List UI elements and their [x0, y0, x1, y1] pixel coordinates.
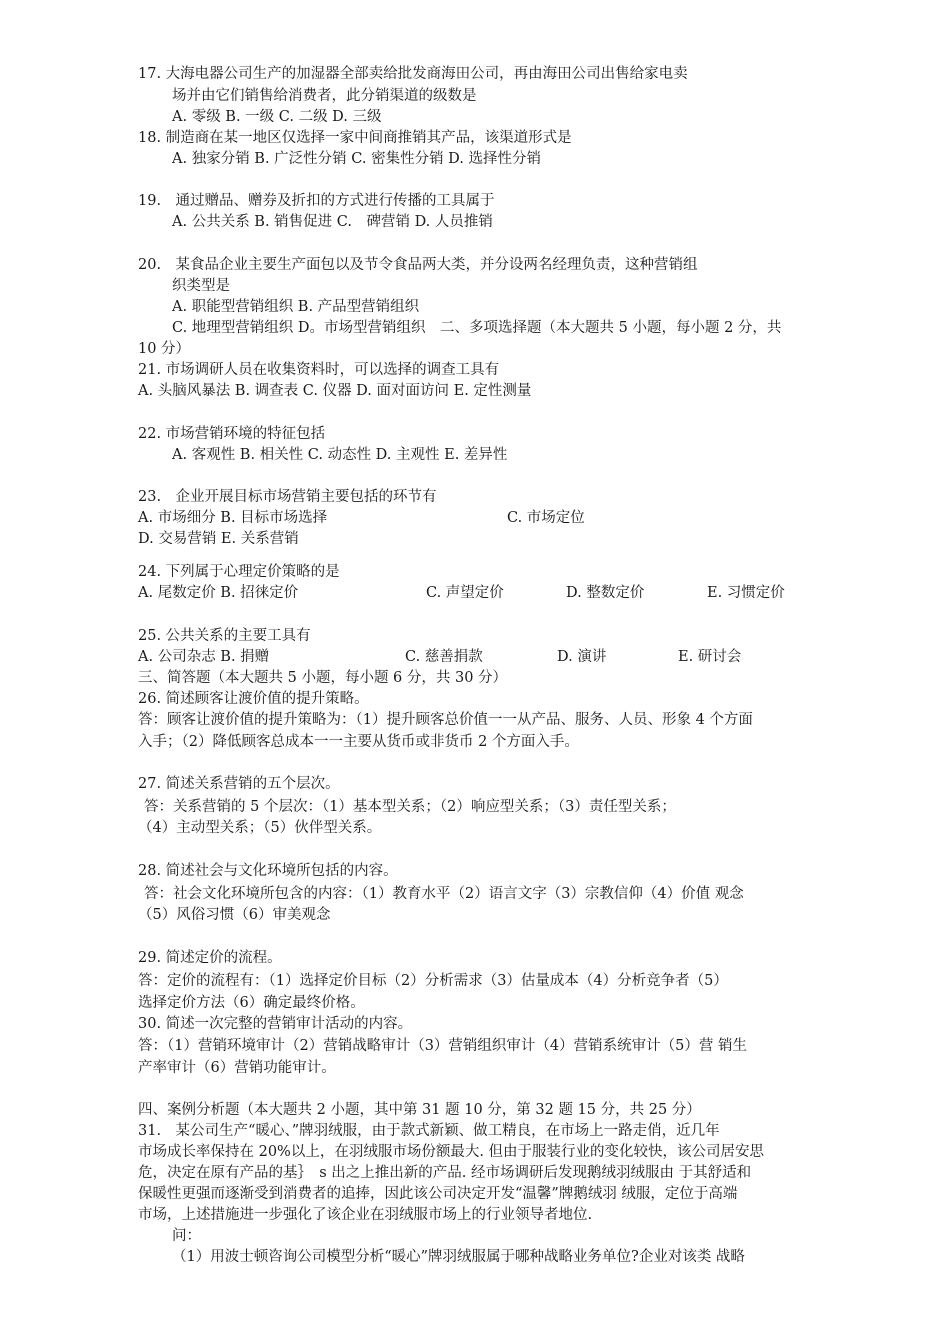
- q17-stem: 17. 大海电器公司生产的加湿器全部卖给批发商海田公司，再由海田公司出售给家电卖: [138, 66, 688, 82]
- q20-options-ab: A. 职能型营销组织 B. 产品型营销组织: [172, 299, 420, 315]
- q21-stem: 21. 市场调研人员在收集资料时，可以选择的调查工具有: [138, 362, 500, 378]
- q27-answer: 答：关系营销的 5 个层次：（1）基本型关系；（2）响应型关系；（3）责任型关系；: [144, 799, 676, 815]
- q25-option-e: E. 研讨会: [678, 649, 742, 665]
- section2-heading-cont: 10 分）: [138, 341, 191, 357]
- q28-stem: 28. 简述社会与文化环境所包括的内容。: [138, 863, 398, 879]
- q30-answer-cont: 产率审计（6）营销功能审计。: [138, 1060, 336, 1076]
- q20-stem: 20. 某食品企业主要生产面包以及节令食品两大类，并分设两名经理负责，这种营销组: [138, 257, 698, 273]
- q26-answer-cont: 入手；（2）降低顾客总成本一一主要从货币或非货币 2 个方面入手。: [138, 734, 579, 750]
- q29-stem: 29. 简述定价的流程。: [138, 950, 282, 966]
- q28-answer: 答：社会文化环境所包含的内容：（1）教育水平（2）语言文字（3）宗教信仰（4）价值 观念: [144, 886, 744, 902]
- q17-options: A. 零级 B. 一级 C. 二级 D. 三级: [172, 109, 382, 125]
- q29-answer: 答：定价的流程有：（1）选择定价目标（2）分析需求（3）估量成本（4）分析竞争者（5）: [138, 973, 728, 989]
- q25-stem: 25. 公共关系的主要工具有: [138, 628, 311, 644]
- q31-case-line5: 市场，上述措施进一步强化了该企业在羽绒服市场上的行业领导者地位.: [138, 1207, 593, 1223]
- q23-options-ab: A. 市场细分 B. 目标市场选择: [138, 510, 328, 526]
- q26-answer: 答：顾客让渡价值的提升策略为：（1）提升顾客总价值一一从产品、服务、人员、形象 4 个方面: [138, 712, 753, 728]
- q25-option-d: D. 演讲: [557, 649, 607, 665]
- q28-answer-cont: （5）风俗习惯（6）审美观念: [138, 907, 331, 923]
- q31-case-line4: 保暖性更强而逐渐受到消费者的追捧，因此该公司决定开发“温馨”牌鹅绒羽 绒服，定位于高端: [138, 1186, 738, 1202]
- q17-stem-cont: 场并由它们销售给消费者，此分销渠道的级数是: [172, 88, 477, 104]
- section4-heading: 四、案例分析题（本大题共 2 小题，其中第 31 题 10 分，第 32 题 15 分，共 25 分）: [138, 1102, 701, 1118]
- q23-option-c: C. 市场定位: [507, 510, 585, 526]
- q21-options: A. 头脑风暴法 B. 调查表 C. 仪器 D. 面对面访问 E. 定性测量: [138, 383, 532, 399]
- q27-stem: 27. 简述关系营销的五个层次。: [138, 776, 340, 792]
- q24-options-ab: A. 尾数定价 B. 招徕定价: [138, 585, 299, 601]
- q22-options: A. 客观性 B. 相关性 C. 动态性 D. 主观性 E. 差异性: [172, 447, 508, 463]
- q24-option-c: C. 声望定价: [426, 585, 504, 601]
- q18-stem: 18. 制造商在某一地区仅选择一家中间商推销其产品，该渠道形式是: [138, 130, 572, 146]
- q31-case-line3: 危，决定在原有产品的基｝ s 出之上推出新的产品. 经市场调研后发现鹅绒羽绒服由 于其舒适和: [138, 1165, 752, 1181]
- q31-ask-label: 问：: [172, 1228, 201, 1244]
- q20-stem-cont: 织类型是: [172, 278, 230, 294]
- q30-stem: 30. 简述一次完整的营销审计活动的内容。: [138, 1016, 413, 1032]
- q24-option-d: D. 整数定价: [566, 585, 645, 601]
- q25-option-c: C. 慈善捐款: [405, 649, 483, 665]
- q27-answer-cont: （4）主动型关系；（5）伙伴型关系。: [138, 820, 382, 836]
- q25-options-ab: A. 公司杂志 B. 捐赠: [138, 649, 270, 665]
- q23-options-de: D. 交易营销 E. 关系营销: [138, 531, 299, 547]
- q22-stem: 22. 市场营销环境的特征包括: [138, 426, 326, 442]
- q31-sub-question-1: （1）用波士顿咨询公司模型分析“暖心”牌羽绒服属于哪种战略业务单位?企业对该类 战略: [172, 1249, 745, 1265]
- section3-heading: 三、简答题（本大题共 5 小题，每小题 6 分，共 30 分）: [138, 670, 508, 686]
- q23-stem: 23. 企业开展目标市场营销主要包括的环节有: [138, 489, 437, 505]
- q19-stem: 19. 通过赠品、赠券及折扣的方式进行传播的工具属于: [138, 193, 495, 209]
- q24-option-e: E. 习惯定价: [707, 585, 785, 601]
- q24-stem: 24. 下列属于心理定价策略的是: [138, 564, 340, 580]
- q31-case: 31. 某公司生产“暖心、”牌羽绒服，由于款式新颖、做工精良，在市场上一路走俏，近几年: [138, 1123, 720, 1139]
- q18-options: A. 独家分销 B. 广泛性分销 C. 密集性分销 D. 选择性分销: [172, 151, 542, 167]
- q31-case-line2: 市场成长率保持在 20%以上，在羽绒服市场份额最大. 但由于服装行业的变化较快，该公司居安思: [138, 1144, 765, 1160]
- q30-answer: 答：（1）营销环境审计（2）营销战略审计（3）营销组织审计（4）营销系统审计（5）营 销生: [138, 1038, 747, 1054]
- q19-options: A. 公共关系 B. 销售促进 C. 碑营销 D. 人员推销: [172, 214, 493, 230]
- q20-options-cd-section2-heading: C. 地理型营销组织 D。市场型营销组织 二、多项选择题（本大题共 5 小题，每小题 2 分，共: [172, 320, 782, 336]
- q26-stem: 26. 简述顾客让渡价值的提升策略。: [138, 691, 369, 707]
- q29-answer-cont: 选择定价方法（6）确定最终价格。: [138, 995, 365, 1011]
